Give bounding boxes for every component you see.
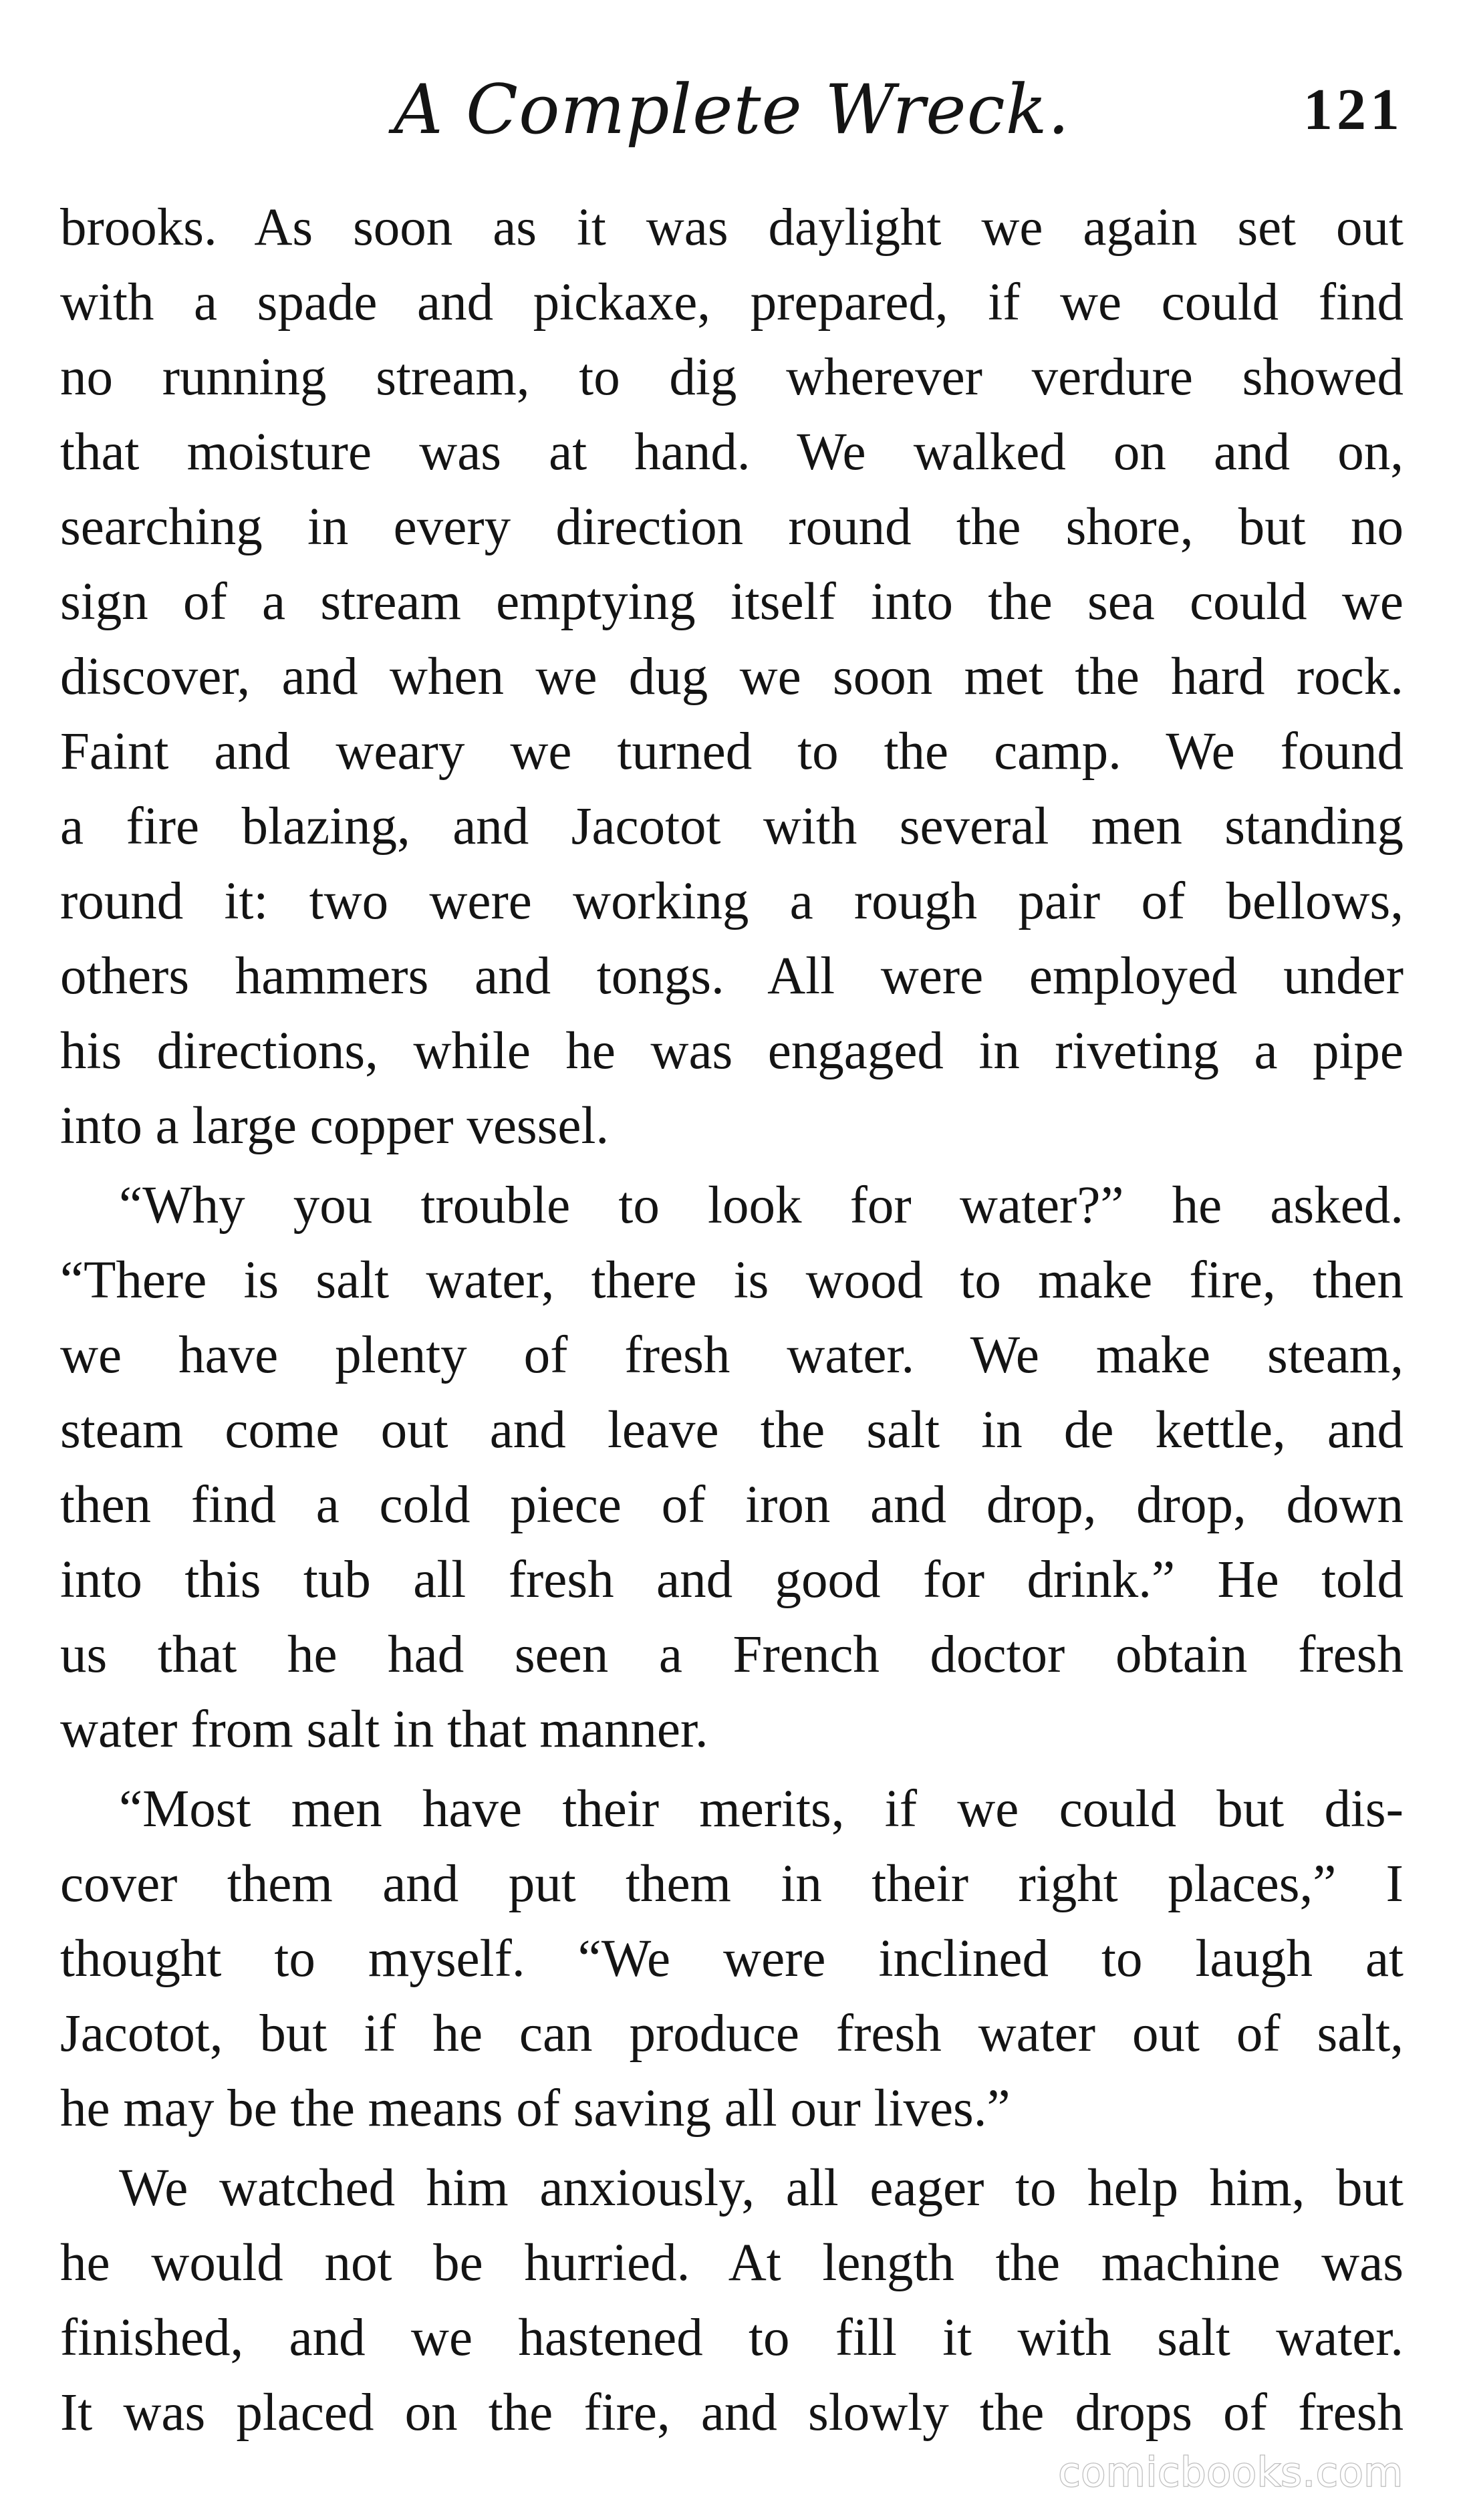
text-line: discover, and when we dug we soon met the hard rock. — [60, 648, 1404, 706]
text-line: he may be the means of saving all our lives.” — [60, 2080, 1011, 2138]
watermark: comicbooks.com — [1058, 2449, 1404, 2496]
paragraph — [60, 1168, 1404, 1767]
paragraph — [60, 191, 1404, 1164]
text-line: us that he had seen a French doctor obtain fresh — [60, 1626, 1404, 1684]
running-head — [60, 64, 1404, 157]
text-line: we have plenty of fresh water. We make steam, — [60, 1326, 1404, 1384]
text-line: thought to myself. “We were inclined to laugh at — [60, 1930, 1404, 1988]
text-line: his directions, while he was engaged in riveting a pipe — [60, 1022, 1404, 1080]
text-line: into this tub all fresh and good for drink.” He told — [60, 1551, 1404, 1609]
text-line: We watched him anxiously, all eager to help him, but — [119, 2159, 1404, 2217]
text-line: It was placed on the fire, and slowly the drops of fresh — [60, 2384, 1404, 2442]
text-line: “There is salt water, there is wood to make fire, then — [60, 1251, 1404, 1309]
text-line: that moisture was at hand. We walked on and on, — [60, 423, 1404, 481]
text-line: steam come out and leave the salt in de kettle, and — [60, 1401, 1404, 1459]
text-line: with a spade and pickaxe, prepared, if we could find — [60, 273, 1404, 332]
body-text — [60, 191, 1404, 2455]
text-line: “Why you trouble to look for water?” he asked. — [119, 1176, 1404, 1235]
text-line: round it: two were working a rough pair of bellows, — [60, 872, 1404, 930]
text-line: then find a cold piece of iron and drop, drop, down — [60, 1476, 1404, 1534]
text-line: finished, and we hastened to fill it with salt water. — [60, 2309, 1404, 2367]
text-line: he would not be hurried. At length the machine was — [60, 2234, 1404, 2292]
text-line: a fire blazing, and Jacotot with several men standing — [60, 797, 1404, 856]
text-line: Jacotot, but if he can produce fresh water out of salt, — [60, 2005, 1404, 2063]
text-line: searching in every direction round the shore, but no — [60, 498, 1404, 556]
text-line: others hammers and tongs. All were employed under — [60, 947, 1404, 1005]
text-line: Faint and weary we turned to the camp. We found — [60, 723, 1404, 781]
text-line: into a large copper vessel. — [60, 1097, 610, 1155]
page-number: 121 — [1303, 78, 1404, 142]
text-line: sign of a stream emptying itself into the sea could we — [60, 573, 1404, 631]
text-line: “Most men have their merits, if we could but dis- — [119, 1780, 1404, 1838]
paragraph — [60, 2151, 1404, 2450]
text-line: cover them and put them in their right places,” I — [60, 1855, 1404, 1913]
text-line: no running stream, to dig wherever verdure showed — [60, 348, 1404, 406]
running-title: A Complete Wreck. — [393, 70, 1071, 150]
text-line: brooks. As soon as it was daylight we again set out — [60, 199, 1404, 257]
paragraph — [60, 1772, 1404, 2146]
text-line: water from salt in that manner. — [60, 1700, 708, 1759]
